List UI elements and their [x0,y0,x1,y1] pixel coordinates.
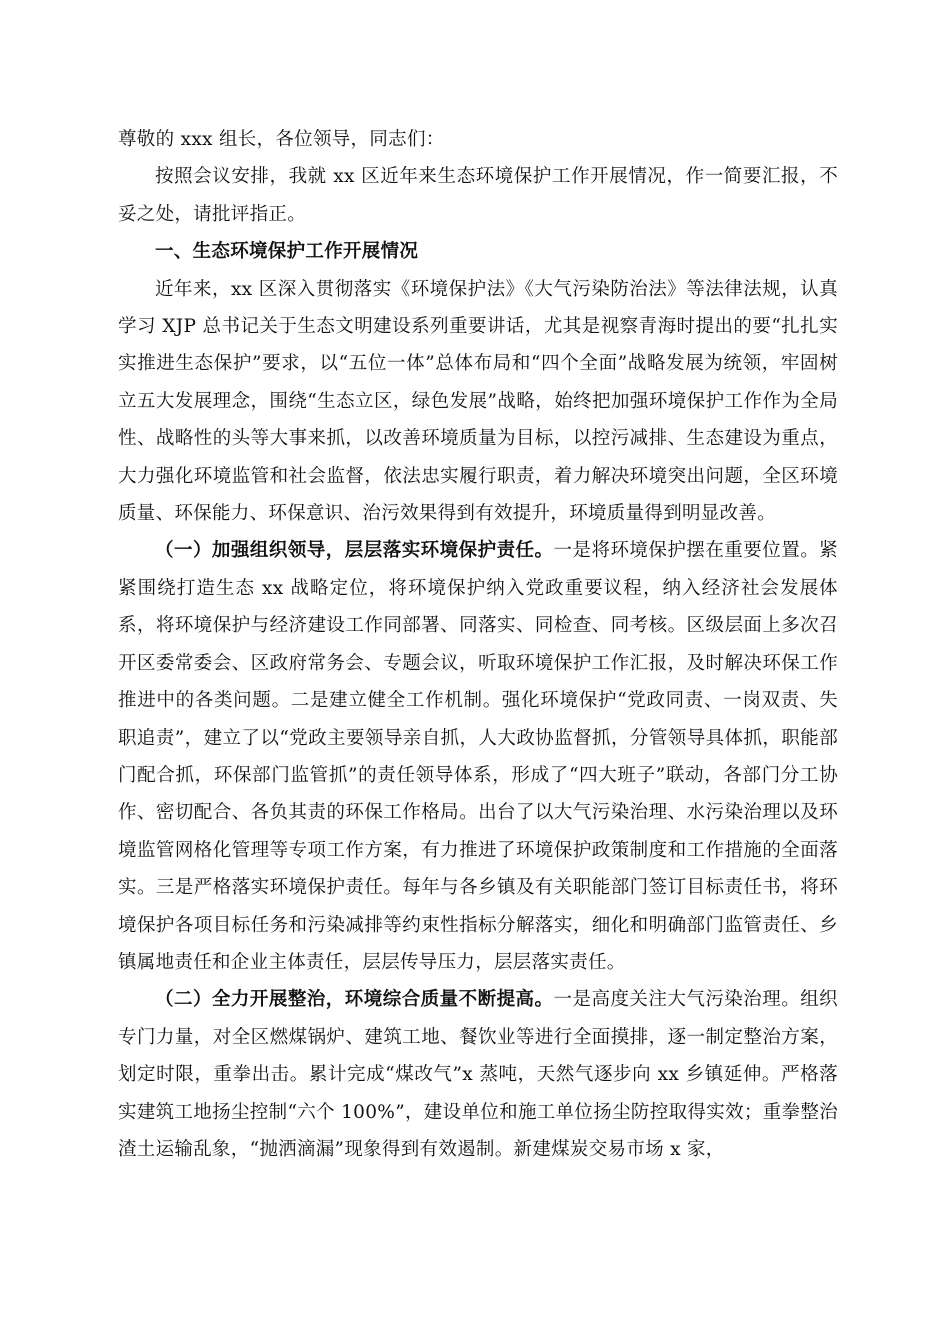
intro-paragraph: 按照会议安排，我就 xx 区近年来生态环境保护工作开展情况，作一简要汇报，不妥之处，请批评指正。 [118,166,838,225]
subsection-2-body: 一是高度关注大气污染治理。组织专门力量，对全区燃煤锅炉、建筑工地、餐饮业等进行全面摸排，逐一制定整治方案，划定时限，重拳出击。累计完成“煤改气”x 蒸吨，天然气逐步向 xx 乡镇延伸。严格落实建筑工地扬尘控制“六个 100%”，建设单位和施工单位扬尘防控取得实效；重拳整治渣土运输乱象，“抛洒滴漏”现象得到有效遏制。新建煤炭交易市场 x 家， [118,989,838,1160]
subsection-1-paragraph [118,532,838,981]
subsection-2-paragraph [118,981,838,1168]
document-page [118,121,838,1168]
subsection-1-title: （一）加强组织领导，层层落实环境保护责任。 [155,540,554,562]
subsection-2-title: （二）全力开展整治，环境综合质量不断提高。 [155,989,554,1011]
salutation: 尊敬的 xxx 组长，各位领导，同志们： [118,129,445,150]
section1-paragraph: 近年来，xx 区深入贯彻落实《环境保护法》《大气污染防治法》等法律法规，认真学习 XJP 总书记关于生态文明建设系列重要讲话，尤其是视察青海时提出的要“扎扎实实推进生态保护”要求，以“五位一体”总体布局和“四个全面”战略发展为统领，牢固树立五大发展理念，围绕“生态立区，绿色发展”战略，始终把加强环境保护工作作为全局性、战略性的头等大事来抓，以改善环境质量为目标，以控污减排、生态建设为重点，大力强化环境监管和社会监督，依法忠实履行职责，着力解决环境突出问题，全区环境质量、环保能力、环保意识、治污效果得到有效提升，环境质量得到明显改善。 [118,278,838,525]
section-heading-1: 一、生态环境保护工作开展情况 [155,241,419,263]
subsection-1-body: 一是将环境保护摆在重要位置。紧紧围绕打造生态 xx 战略定位，将环境保护纳入党政重要议程，纳入经济社会发展体系，将环境保护与经济建设工作同部署、同落实、同检查、同考核。区级层面上多次召开区委常委会、区政府常务会、专题会议，听取环境保护工作汇报，及时解决环保工作推进中的各类问题。二是建立健全工作机制。强化环境保护“党政同责、一岗双责、失职追责”，建立了以“党政主要领导亲自抓，人大政协监督抓，分管领导具体抓，职能部门配合抓，环保部门监管抓”的责任领导体系，形成了“四大班子”联动，各部门分工协作、密切配合、各负其责的环保工作格局。出台了以大气污染治理、水污染治理以及环境监管网格化管理等专项工作方案，有力推进了环境保护政策制度和工作措施的全面落实。三是严格落实环境保护责任。每年与各乡镇及有关职能部门签订目标责任书，将环境保护各项目标任务和污染减排等约束性指标分解落实，细化和明确部门监管责任、乡镇属地责任和企业主体责任，层层传导压力，层层落实责任。 [118,540,838,973]
